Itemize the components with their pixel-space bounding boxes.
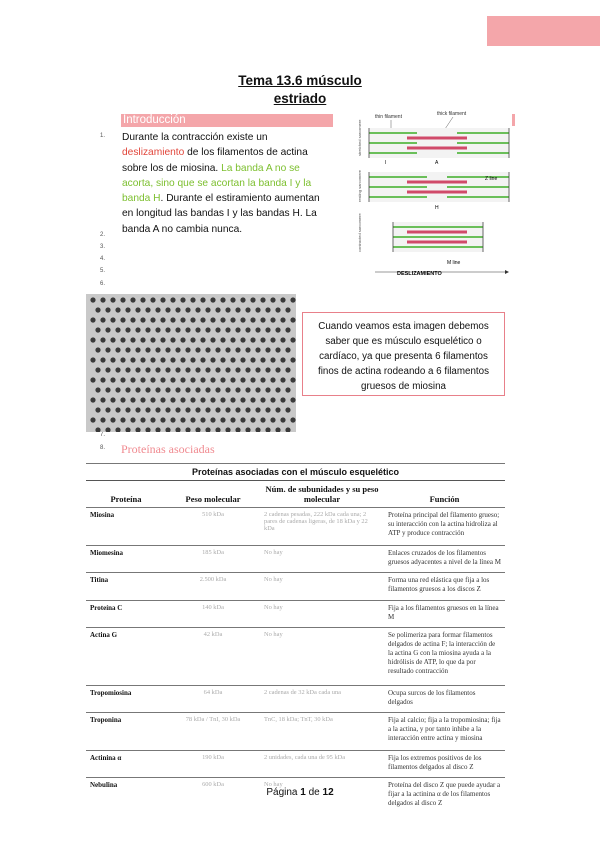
- highlight-red: deslizamiento: [122, 147, 185, 159]
- table-cell: Fija los extremos positivos de los filamentos delgados al disco Z: [384, 750, 505, 778]
- table-title: Proteínas asociadas con el músculo esquelético: [86, 464, 505, 481]
- list-marker: 5.: [100, 268, 106, 274]
- list-marker: 6.: [100, 281, 106, 287]
- list-marker: 8.: [100, 445, 106, 451]
- table-cell: 2 cadenas de 32 kDa cada una: [260, 685, 384, 713]
- table-cell: Actinina α: [86, 750, 166, 778]
- band-h-label: H: [435, 205, 439, 211]
- table-cell: Miomesina: [86, 545, 166, 573]
- table-row: [86, 600, 505, 628]
- table-row: [86, 545, 505, 573]
- row-label-stretched: stretched sarcomere: [357, 119, 362, 156]
- section-heading-intro: Introducción: [121, 114, 333, 127]
- table-cell: 190 kDa: [166, 750, 260, 778]
- header-accent-tab: [487, 16, 600, 46]
- table-cell: No hay: [260, 600, 384, 628]
- page-footer: Página 1 de 12: [266, 787, 334, 798]
- table-cell: 2 cadenas pesadas, 222 kDa cada una; 2 pares de cadenas ligeras, de 18 kDa y 22 kDa: [260, 508, 384, 546]
- table-cell: No hay: [260, 573, 384, 601]
- table-cell: Troponina: [86, 713, 166, 751]
- table-cell: 2 unidades, cada una de 95 kDa: [260, 750, 384, 778]
- table-row: [86, 628, 505, 685]
- list-marker: 3.: [100, 244, 106, 250]
- list-marker: 1.: [100, 133, 106, 139]
- table-row: [86, 750, 505, 778]
- micrograph-image: [86, 294, 296, 432]
- row-label-contracted: contracted sarcomere: [357, 213, 362, 252]
- thin-filament-label: thin filament: [375, 114, 402, 120]
- note-box: Cuando veamos esta imagen debemos saber que es músculo esquelético o cardíaco, ya que presenta 6 filamentos finos de actina rodeando a 6 filamentos gruesos de miosina: [302, 312, 505, 396]
- contracted-sarcomere: [393, 222, 483, 252]
- table-cell: Fija a los filamentos gruesos en la línea M: [384, 600, 505, 628]
- sarcomere-diagram: [355, 110, 515, 280]
- band-a-label: A: [435, 160, 439, 166]
- table-cell: Proteína C: [86, 600, 166, 628]
- table-cell: 510 kDa: [166, 508, 260, 546]
- table-cell: Titina: [86, 573, 166, 601]
- sliding-arrow-label: DESLIZAMIENTO: [397, 271, 442, 277]
- proteins-table: [86, 463, 505, 815]
- table-row: [86, 685, 505, 713]
- thick-filament-label: thick filament: [437, 111, 467, 117]
- table-cell: 140 kDa: [166, 600, 260, 628]
- table-cell: Se polimeriza para formar filamentos delgados de actina F; la interacción de la actina G con la miosina ayuda a la hidrólisis de ATP, lo que da por resultado contracción: [384, 628, 505, 685]
- table-cell: Nebulina: [86, 778, 166, 815]
- table-cell: 185 kDa: [166, 545, 260, 573]
- list-marker: 2.: [100, 232, 106, 238]
- table-cell: Proteína principal del filamento grueso; su interacción con la actina hidroliza al ATP y produce contracción: [384, 508, 505, 546]
- table-cell: Tropomiosina: [86, 685, 166, 713]
- z-line-label: Z line: [485, 176, 498, 182]
- table-cell: 64 kDa: [166, 685, 260, 713]
- list-marker: 4.: [100, 256, 106, 262]
- table-row: [86, 573, 505, 601]
- table-cell: Actina G: [86, 628, 166, 685]
- table-cell: Proteína del disco Z que puede ayudar a fijar a la actinina α de los filamentos delgados al disco Z: [384, 778, 505, 815]
- section-heading-proteins: Proteínas asociadas: [121, 442, 215, 456]
- table-cell: No hay: [260, 545, 384, 573]
- m-line-label: M line: [447, 260, 461, 266]
- stretched-sarcomere: [369, 128, 509, 158]
- row-label-resting: resting sarcomere: [357, 169, 362, 202]
- table-cell: TnC, 18 kDa; TnT, 30 kDa: [260, 713, 384, 751]
- table-cell: Enlaces cruzados de los filamentos gruesos adyacentes a nivel de la línea M: [384, 545, 505, 573]
- page-title: Tema 13.6 músculo estriado: [238, 73, 362, 106]
- table-cell: 2.500 kDa: [166, 573, 260, 601]
- list-marker: 7.: [100, 432, 106, 438]
- table-cell: No hay: [260, 628, 384, 685]
- table-cell: Forma una red elástica que fija a los filamentos gruesos a los discos Z: [384, 573, 505, 601]
- table-cell: 42 kDa: [166, 628, 260, 685]
- table-cell: 78 kDa / TnI, 30 kDa: [166, 713, 260, 751]
- column-header: Función: [384, 481, 505, 508]
- highlight-green: La banda A no se acorta, sino que se acortan la banda I y la banda H: [122, 162, 312, 205]
- table-cell: Ocupa surcos de los filamentos delgados: [384, 685, 505, 713]
- table-cell: No hay: [260, 778, 384, 815]
- intro-paragraph: Durante la contracción existe un deslizamiento de los filamentos de actina sobre los de miosina. La banda A no se acorta, sino que se acortan la banda I y la banda H. Durante el estiramiento aumentan en longitud las bandas I y las bandas H. La banda A no cambia nunca.: [122, 132, 320, 235]
- table-cell: 600 kDa: [166, 778, 260, 815]
- table-cell: Miosina: [86, 508, 166, 546]
- table-row: [86, 713, 505, 751]
- band-i-label: I: [385, 160, 387, 166]
- column-header: Proteína: [86, 481, 166, 508]
- column-header: Núm. de subunidades y su peso molecular: [260, 481, 384, 508]
- table-row: [86, 508, 505, 546]
- table-cell: Fija al calcio; fija a la tropomiosina; fija a la actina, y por tanto inhibe a la interacción entre actina y miosina: [384, 713, 505, 751]
- column-header: Peso molecular: [166, 481, 260, 508]
